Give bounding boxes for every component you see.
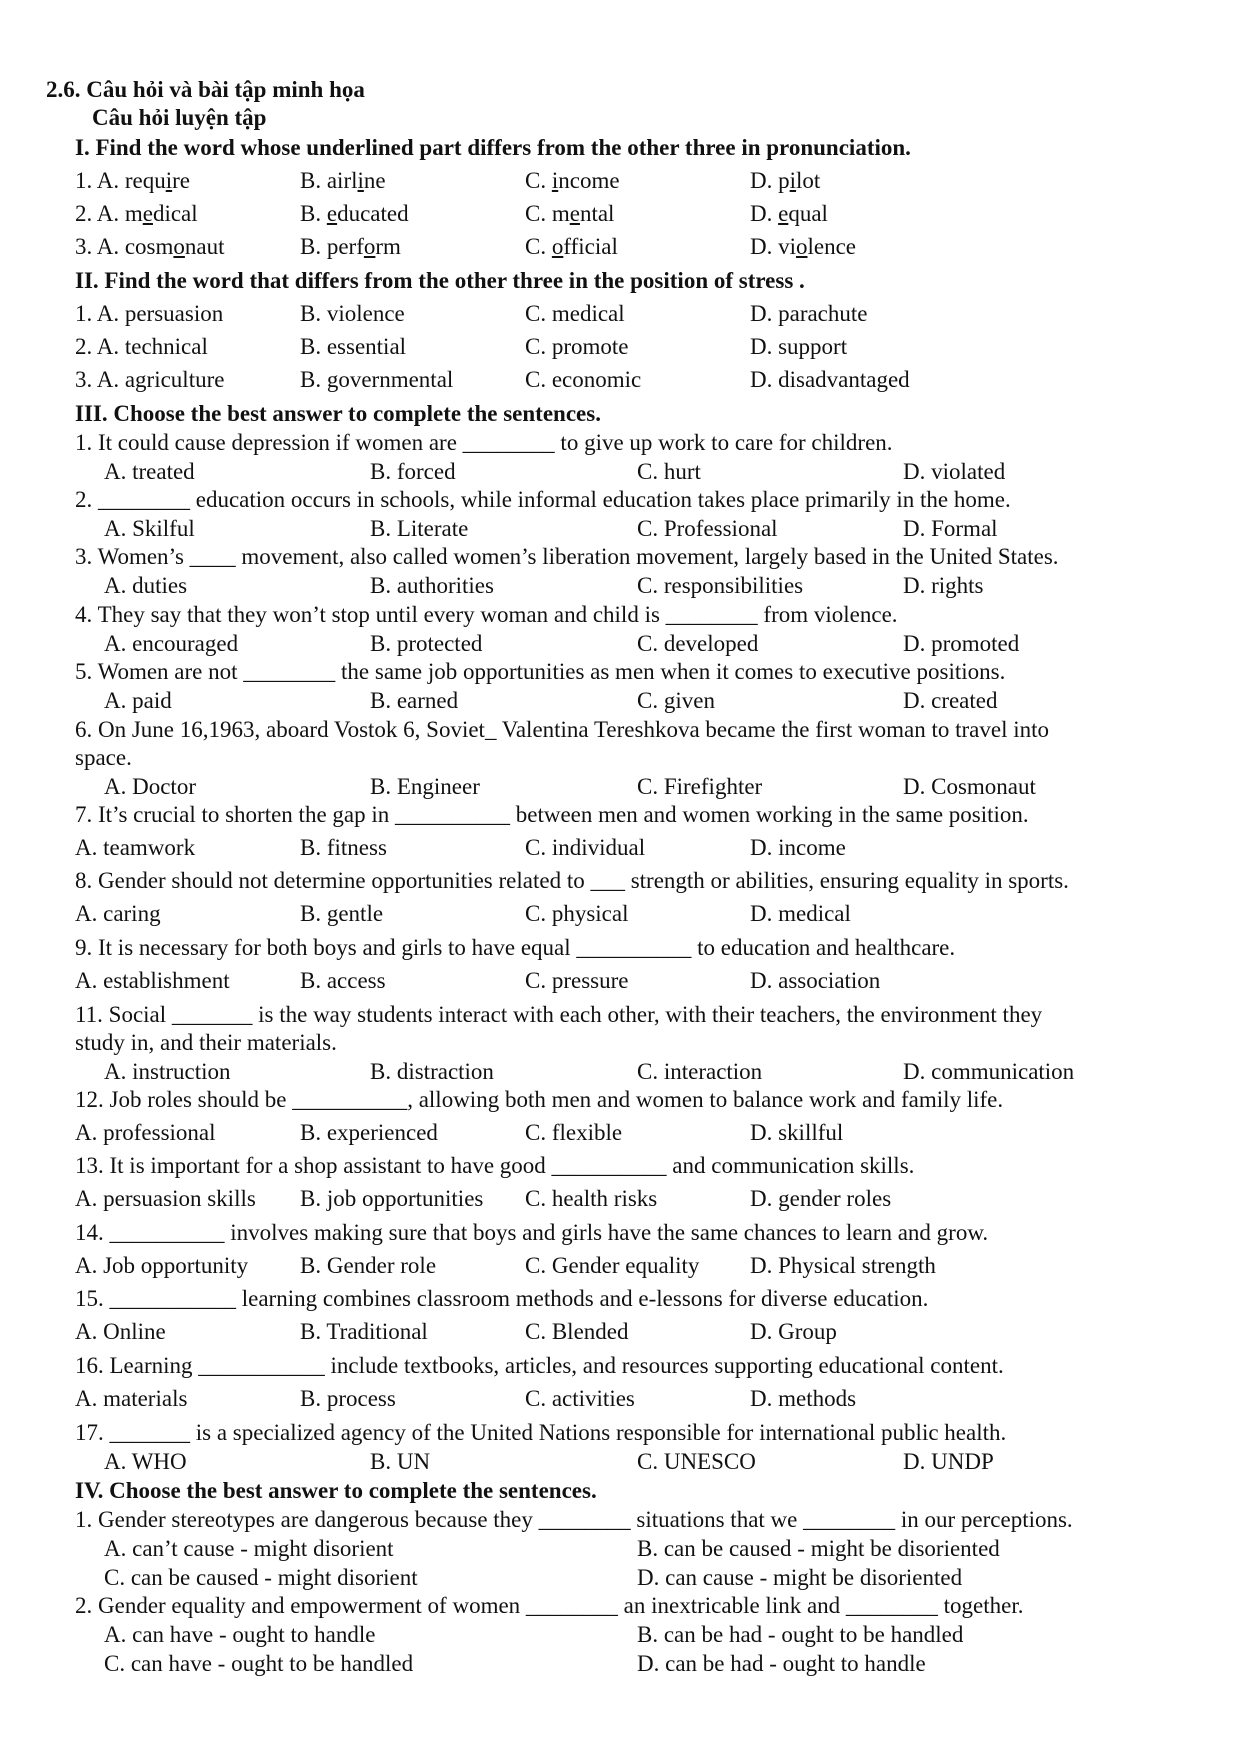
options-row xyxy=(0,571,1241,601)
question-stem-line xyxy=(0,1085,1241,1115)
options-row xyxy=(0,966,1241,996)
question-row xyxy=(0,199,1241,229)
question-stem-line xyxy=(0,1591,1241,1621)
answer-option: A. establishment xyxy=(75,968,230,993)
question-stem-line xyxy=(0,800,1241,830)
answer-option: B. Traditional xyxy=(300,1319,428,1344)
answer-option: D. Cosmonaut xyxy=(903,774,1036,799)
underlined-letter: e xyxy=(778,201,789,226)
answer-option: A. professional xyxy=(75,1120,216,1145)
question-stem: 7. It’s crucial to shorten the gap in __________ between men and women working in the same position. xyxy=(75,802,1029,827)
answer-option: D. violated xyxy=(903,459,1006,484)
question-stem-line xyxy=(0,933,1241,963)
answer-option: A. Doctor xyxy=(104,774,196,799)
answer-option: D. UNDP xyxy=(903,1449,994,1474)
question-stem: 13. It is important for a shop assistant to have good __________ and communication skills. xyxy=(75,1153,915,1178)
question-stem-line xyxy=(0,485,1241,515)
answer-option: B. forced xyxy=(370,459,456,484)
question-stem: 12. Job roles should be __________, allowing both men and women to balance work and family life. xyxy=(75,1087,1004,1112)
options-row xyxy=(0,1447,1241,1477)
answer-option: 1. A. require xyxy=(75,168,190,193)
answer-option: B. violence xyxy=(300,301,405,326)
answer-option: D. equal xyxy=(750,201,828,226)
answer-option: A. caring xyxy=(75,901,161,926)
question-stem: 1. It could cause depression if women are ________ to give up work to care for children. xyxy=(75,430,893,455)
answer-option: B. protected xyxy=(370,631,483,656)
options-row xyxy=(0,1057,1241,1087)
part3-heading: III. Choose the best answer to complete the sentences. xyxy=(75,401,601,426)
question-row xyxy=(0,365,1241,395)
part1-heading-line xyxy=(0,133,1241,163)
answer-option: C. Professional xyxy=(637,516,778,541)
answer-option: B. can be caused - might be disoriented xyxy=(637,1536,1000,1561)
question-stem-line xyxy=(0,1000,1241,1030)
answer-option: C. official xyxy=(525,234,618,259)
answer-option: D. medical xyxy=(750,901,851,926)
question-stem: study in, and their materials. xyxy=(75,1030,337,1055)
answer-option: B. job opportunities xyxy=(300,1186,484,1211)
question-stem: 3. Women’s ____ movement, also called women’s liberation movement, largely based in the United States. xyxy=(75,544,1059,569)
answer-option: C. responsibilities xyxy=(637,573,804,598)
answer-option: D. can cause - might be disoriented xyxy=(637,1565,963,1590)
options-row xyxy=(0,1251,1241,1281)
answer-option: A. Online xyxy=(75,1319,166,1344)
question-stem-line xyxy=(0,715,1241,745)
answer-option: B. educated xyxy=(300,201,409,226)
answer-option: D. Formal xyxy=(903,516,998,541)
answer-option: B. governmental xyxy=(300,367,454,392)
answer-option: C. physical xyxy=(525,901,629,926)
question-stem-line xyxy=(0,542,1241,572)
question-stem-line xyxy=(0,657,1241,687)
underlined-letter: e xyxy=(569,201,580,226)
underlined-letter: e xyxy=(326,201,338,226)
options-row xyxy=(0,514,1241,544)
answer-option: C. developed xyxy=(637,631,759,656)
answer-option: C. promote xyxy=(525,334,629,359)
answer-option: D. Physical strength xyxy=(750,1253,936,1278)
question-stem-line xyxy=(0,1028,1241,1058)
answer-option: B. fitness xyxy=(300,835,387,860)
answer-option: A. treated xyxy=(104,459,195,484)
answer-option: C. UNESCO xyxy=(637,1449,756,1474)
underlined-letter: i xyxy=(551,168,559,193)
underlined-letter: o xyxy=(551,234,564,259)
answer-option: B. earned xyxy=(370,688,459,713)
part4-heading-line xyxy=(0,1476,1241,1506)
answer-option: D. promoted xyxy=(903,631,1020,656)
options-row xyxy=(0,899,1241,929)
answer-option: A. can’t cause - might disorient xyxy=(104,1536,394,1561)
question-stem: 8. Gender should not determine opportunities related to ___ strength or abilities, ensuring equality in sports. xyxy=(75,868,1069,893)
options-row xyxy=(0,457,1241,487)
question-stem-line xyxy=(0,1151,1241,1181)
answer-option: C. health risks xyxy=(525,1186,658,1211)
options-row xyxy=(0,833,1241,863)
answer-option: D. income xyxy=(750,835,846,860)
section-title-line xyxy=(0,75,1241,105)
answer-option: 3. A. cosmonaut xyxy=(75,234,225,259)
answer-option: D. association xyxy=(750,968,881,993)
question-stem-line xyxy=(0,1505,1241,1535)
options-row xyxy=(0,772,1241,802)
answer-option: A. teamwork xyxy=(75,835,196,860)
underlined-letter: o xyxy=(363,234,376,259)
answer-option: C. mental xyxy=(525,201,615,226)
answer-option: D. pilot xyxy=(750,168,821,193)
options-row xyxy=(0,1184,1241,1214)
answer-option: D. methods xyxy=(750,1386,857,1411)
answer-option: C. Firefighter xyxy=(637,774,763,799)
answer-option: D. can be had - ought to handle xyxy=(637,1651,926,1676)
question-stem-line xyxy=(0,428,1241,458)
answer-option: C. given xyxy=(637,688,715,713)
answer-option: B. UN xyxy=(370,1449,431,1474)
underlined-letter: i xyxy=(789,168,797,193)
question-stem: 1. Gender stereotypes are dangerous because they ________ situations that we ________ in our perceptions. xyxy=(75,1507,1073,1532)
question-row xyxy=(0,166,1241,196)
answer-option: 2. A. technical xyxy=(75,334,208,359)
part3-heading-line xyxy=(0,399,1241,429)
answer-option: C. economic xyxy=(525,367,642,392)
answer-option: D. support xyxy=(750,334,848,359)
question-stem-line xyxy=(0,866,1241,896)
answer-option: A. paid xyxy=(104,688,172,713)
answer-option: D. gender roles xyxy=(750,1186,892,1211)
answer-option: A. duties xyxy=(104,573,188,598)
answer-option: B. experienced xyxy=(300,1120,438,1145)
question-stem-line xyxy=(0,743,1241,773)
subtitle-line xyxy=(0,103,1241,133)
answer-option: B. Gender role xyxy=(300,1253,437,1278)
answer-option: B. access xyxy=(300,968,386,993)
options-row xyxy=(0,1118,1241,1148)
question-stem: 16. Learning ___________ include textbooks, articles, and resources supporting educational content. xyxy=(75,1353,1004,1378)
options-row xyxy=(0,1317,1241,1347)
question-stem-line xyxy=(0,1218,1241,1248)
answer-option: C. hurt xyxy=(637,459,701,484)
answer-option: D. Group xyxy=(750,1319,837,1344)
options-row xyxy=(0,1563,1241,1593)
answer-option: B. airline xyxy=(300,168,386,193)
underlined-letter: i xyxy=(165,168,173,193)
answer-option: A. encouraged xyxy=(104,631,239,656)
question-row xyxy=(0,332,1241,362)
answer-option: C. income xyxy=(525,168,620,193)
answer-option: A. persuasion skills xyxy=(75,1186,256,1211)
answer-option: A. Skilful xyxy=(104,516,195,541)
answer-option: C. medical xyxy=(525,301,625,326)
question-stem-line xyxy=(0,1284,1241,1314)
answer-option: C. Gender equality xyxy=(525,1253,700,1278)
question-stem: space. xyxy=(75,745,132,770)
answer-option: B. essential xyxy=(300,334,407,359)
question-stem-line xyxy=(0,600,1241,630)
options-row xyxy=(0,1649,1241,1679)
part1-heading: I. Find the word whose underlined part differs from the other three in pronunciation. xyxy=(75,135,911,160)
part2-heading: II. Find the word that differs from the other three in the position of stress . xyxy=(75,268,805,293)
answer-option: D. communication xyxy=(903,1059,1075,1084)
answer-option: D. created xyxy=(903,688,998,713)
options-row xyxy=(0,1620,1241,1650)
answer-option: B. Literate xyxy=(370,516,469,541)
answer-option: C. pressure xyxy=(525,968,629,993)
question-row xyxy=(0,299,1241,329)
underlined-letter: o xyxy=(796,234,808,259)
question-stem: 5. Women are not ________ the same job opportunities as men when it comes to executive positions. xyxy=(75,659,1006,684)
answer-option: D. disadvantaged xyxy=(750,367,910,392)
question-stem: 6. On June 16,1963, aboard Vostok 6, Soviet_ Valentina Tereshkova became the first woman to travel into xyxy=(75,717,1050,742)
question-stem: 17. _______ is a specialized agency of the United Nations responsible for international public health. xyxy=(75,1420,1007,1445)
subtitle: Câu hỏi luyện tập xyxy=(92,105,267,130)
answer-option: 2. A. medical xyxy=(75,201,198,226)
question-stem: 15. ___________ learning combines classroom methods and e-lessons for diverse education. xyxy=(75,1286,929,1311)
answer-option: C. Blended xyxy=(525,1319,629,1344)
question-stem: 4. They say that they won’t stop until every woman and child is ________ from violence. xyxy=(75,602,898,627)
answer-option: C. can be caused - might disorient xyxy=(104,1565,418,1590)
question-stem: 2. ________ education occurs in schools, while informal education takes place primarily in the home. xyxy=(75,487,1011,512)
answer-option: A. instruction xyxy=(104,1059,231,1084)
answer-option: C. flexible xyxy=(525,1120,623,1145)
question-stem: 11. Social _______ is the way students interact with each other, with their teachers, the environment they xyxy=(75,1002,1043,1027)
answer-option: C. activities xyxy=(525,1386,635,1411)
answer-option: B. authorities xyxy=(370,573,494,598)
answer-option: C. can have - ought to be handled xyxy=(104,1651,414,1676)
question-stem-line xyxy=(0,1351,1241,1381)
part4-heading: IV. Choose the best answer to complete the sentences. xyxy=(75,1478,597,1503)
section-title: 2.6. Câu hỏi và bài tập minh họa xyxy=(46,77,365,102)
answer-option: A. can have - ought to handle xyxy=(104,1622,376,1647)
answer-option: 1. A. persuasion xyxy=(75,301,224,326)
question-stem: 14. __________ involves making sure that boys and girls have the same chances to learn and grow. xyxy=(75,1220,989,1245)
answer-option: B. distraction xyxy=(370,1059,494,1084)
options-row xyxy=(0,1534,1241,1564)
underlined-letter: e xyxy=(142,201,153,226)
answer-option: A. Job opportunity xyxy=(75,1253,249,1278)
options-row xyxy=(0,1384,1241,1414)
options-row xyxy=(0,629,1241,659)
question-stem-line xyxy=(0,1418,1241,1448)
question-row xyxy=(0,232,1241,262)
answer-option: B. Engineer xyxy=(370,774,480,799)
answer-option: D. rights xyxy=(903,573,984,598)
question-stem: 9. It is necessary for both boys and girls to have equal __________ to education and healthcare. xyxy=(75,935,956,960)
underlined-letter: o xyxy=(173,234,185,259)
answer-option: A. materials xyxy=(75,1386,188,1411)
answer-option: B. perform xyxy=(300,234,401,259)
answer-option: C. interaction xyxy=(637,1059,763,1084)
answer-option: B. process xyxy=(300,1386,396,1411)
answer-option: C. individual xyxy=(525,835,646,860)
answer-option: 3. A. agriculture xyxy=(75,367,225,392)
options-row xyxy=(0,686,1241,716)
answer-option: D. parachute xyxy=(750,301,868,326)
part2-heading-line xyxy=(0,266,1241,296)
answer-option: B. gentle xyxy=(300,901,384,926)
answer-option: D. violence xyxy=(750,234,857,259)
answer-option: B. can be had - ought to be handled xyxy=(637,1622,964,1647)
answer-option: A. WHO xyxy=(104,1449,187,1474)
answer-option: D. skillful xyxy=(750,1120,844,1145)
underlined-letter: i xyxy=(357,168,364,193)
question-stem: 2. Gender equality and empowerment of women ________ an inextricable link and ________ together. xyxy=(75,1593,1024,1618)
